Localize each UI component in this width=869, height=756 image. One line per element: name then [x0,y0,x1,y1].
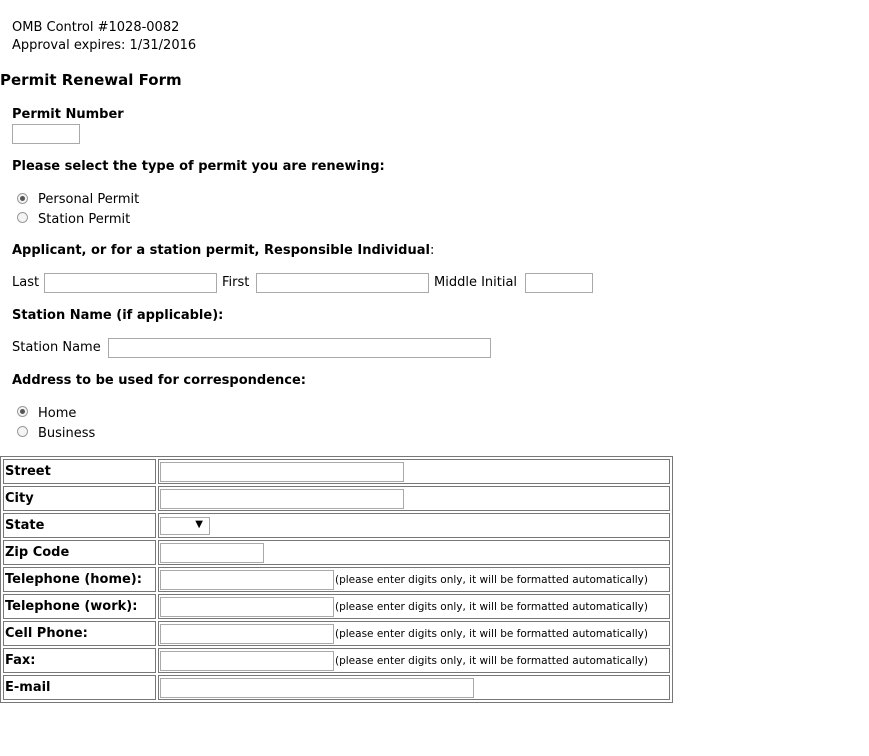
telephone-home-hint: (please enter digits only, it will be formatted automatically) [335,573,648,586]
home-address-radio[interactable] [17,406,28,417]
table-row [3,621,670,646]
telephone-work-input[interactable] [160,597,334,617]
station-permit-radio[interactable] [17,212,28,223]
telephone-work-hint: (please enter digits only, it will be formatted automatically) [335,600,648,613]
address-table [0,456,673,703]
street-cell [158,459,670,484]
applicant-heading-colon: : [429,243,435,258]
personal-permit-label: Personal Permit [38,192,140,207]
street-input[interactable] [160,462,404,482]
station-name-label: Station Name [12,340,101,355]
telephone-home-label: Telephone (home): [3,567,156,592]
state-label: State [3,513,156,538]
zip-input[interactable] [160,543,264,563]
fax-input[interactable] [160,651,334,671]
state-select[interactable] [160,517,210,535]
table-row [3,567,670,592]
fax-hint: (please enter digits only, it will be formatted automatically) [335,654,648,667]
table-row [3,513,670,538]
table-row [3,486,670,511]
table-row [3,459,670,484]
email-label: E-mail [3,675,156,700]
first-name-label: First [222,275,250,290]
table-row [3,675,670,700]
omb-info [12,19,196,55]
telephone-work-label: Telephone (work): [3,594,156,619]
cell-phone-cell [158,621,670,646]
approval-expiration: Approval expires: 1/31/2016 [12,38,197,53]
telephone-home-cell [158,567,670,592]
station-heading: Station Name (if applicable): [12,308,224,323]
email-input[interactable] [160,678,474,698]
applicant-heading [12,243,434,258]
telephone-work-cell [158,594,670,619]
business-address-radio[interactable] [17,426,28,437]
email-cell [158,675,670,700]
permit-number-label: Permit Number [12,107,124,122]
zip-cell [158,540,670,565]
cell-phone-label: Cell Phone: [3,621,156,646]
telephone-home-input[interactable] [160,570,334,590]
city-label: City [3,486,156,511]
home-address-label: Home [38,406,77,421]
zip-label: Zip Code [3,540,156,565]
first-name-input[interactable] [256,273,429,293]
city-input[interactable] [160,489,404,509]
business-address-label: Business [38,426,96,441]
omb-control-number: OMB Control #1028-0082 [12,20,180,35]
fax-label: Fax: [3,648,156,673]
city-cell [158,486,670,511]
permit-type-question: Please select the type of permit you are renewing: [12,159,385,174]
middle-initial-input[interactable] [525,273,593,293]
table-row [3,594,670,619]
state-cell [158,513,670,538]
station-name-input[interactable] [108,338,491,358]
cell-phone-hint: (please enter digits only, it will be formatted automatically) [335,627,648,640]
chevron-down-icon: ▼ [195,518,203,530]
permit-number-input[interactable] [12,124,80,144]
last-name-label: Last [12,275,40,290]
address-heading: Address to be used for correspondence: [12,373,306,388]
cell-phone-input[interactable] [160,624,334,644]
table-row [3,648,670,673]
table-row [3,540,670,565]
page-title: Permit Renewal Form [0,71,182,89]
personal-permit-radio[interactable] [17,193,28,204]
applicant-heading-text: Applicant, or for a station permit, Responsible Individual [12,243,430,258]
fax-cell [158,648,670,673]
last-name-input[interactable] [44,273,217,293]
middle-initial-label: Middle Initial [434,275,518,290]
street-label: Street [3,459,156,484]
station-permit-label: Station Permit [38,212,131,227]
